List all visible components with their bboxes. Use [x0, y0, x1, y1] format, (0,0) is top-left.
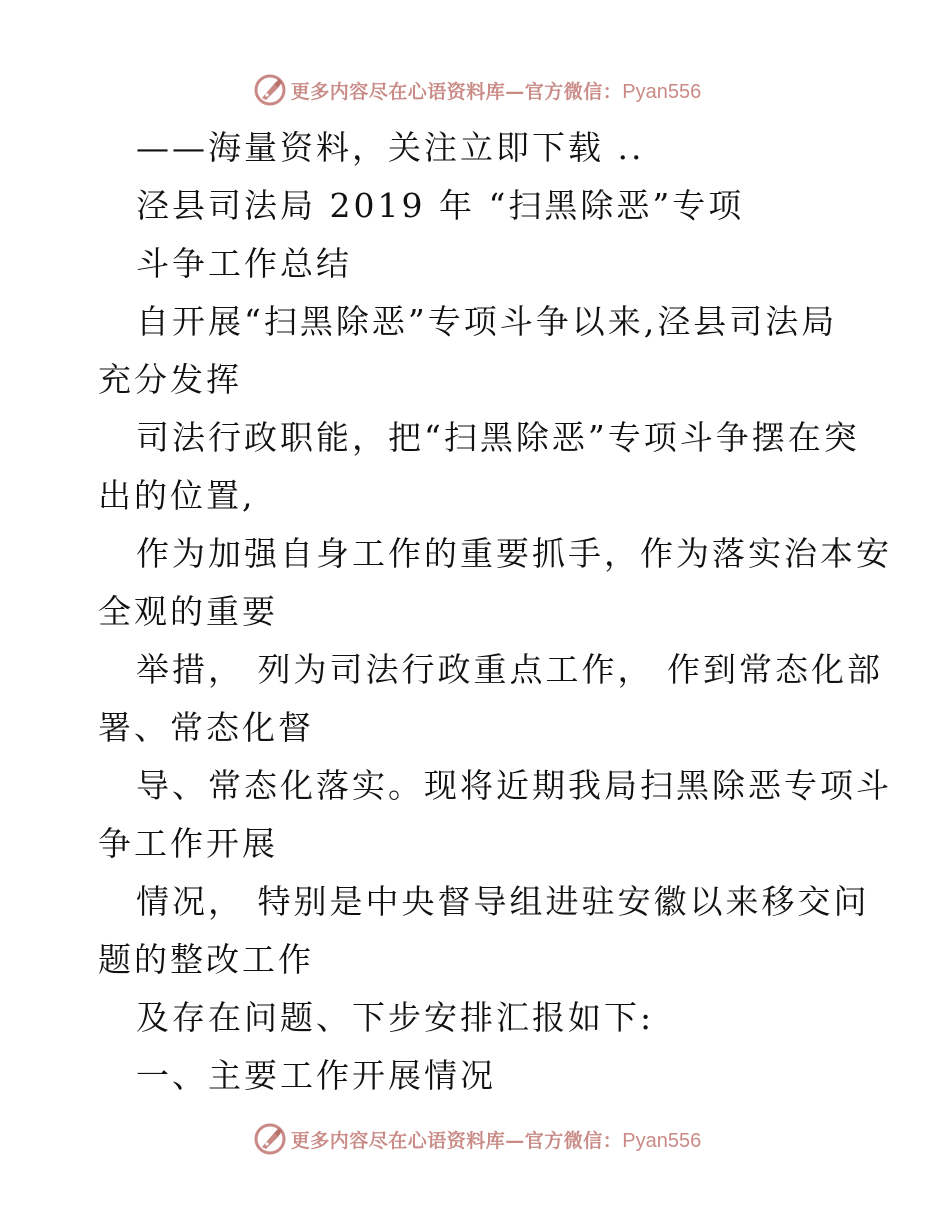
pen-nib-logo-icon: [253, 1122, 287, 1156]
doc-line: 及存在问题、下步安排汇报如下:: [136, 998, 655, 1037]
doc-title-line: 泾县司法局 2019 年 “扫黑除恶”专项: [136, 186, 745, 225]
doc-line: 全观的重要: [98, 592, 278, 631]
footer-watermark: [0, 1119, 950, 1159]
doc-line: 举措， 列为司法行政重点工作， 作到常态化部: [136, 650, 883, 689]
doc-line: 情况， 特别是中央督导组进驻安徽以来移交问: [136, 882, 870, 921]
doc-line: 出的位置,: [98, 476, 256, 515]
doc-line: 争工作开展: [98, 824, 278, 863]
header-watermark: [0, 70, 950, 110]
doc-line: 题的整改工作: [98, 940, 314, 979]
doc-line: 导、常态化落实。现将近期我局扫黑除恶专项斗: [136, 766, 892, 805]
section-heading: 一、主要工作开展情况: [136, 1056, 496, 1095]
doc-line: ——海量资料，关注立即下载 ..: [136, 128, 645, 167]
doc-line: 作为加强自身工作的重要抓手，作为落实治本安: [136, 534, 892, 573]
pen-nib-logo-icon: [253, 73, 287, 107]
doc-line: 充分发挥: [98, 360, 242, 399]
doc-line: 自开展“扫黑除恶”专项斗争以来,泾县司法局: [136, 302, 838, 341]
doc-line: 司法行政职能，把“扫黑除恶”专项斗争摆在突: [136, 418, 860, 457]
watermark-text: 更多内容尽在心语资料库—官方微信：Pyan556: [290, 1129, 702, 1152]
doc-line: 署、常态化督: [98, 708, 314, 747]
doc-title-line: 斗争工作总结: [136, 244, 352, 283]
watermark-text: 更多内容尽在心语资料库—官方微信：Pyan556: [290, 80, 702, 103]
